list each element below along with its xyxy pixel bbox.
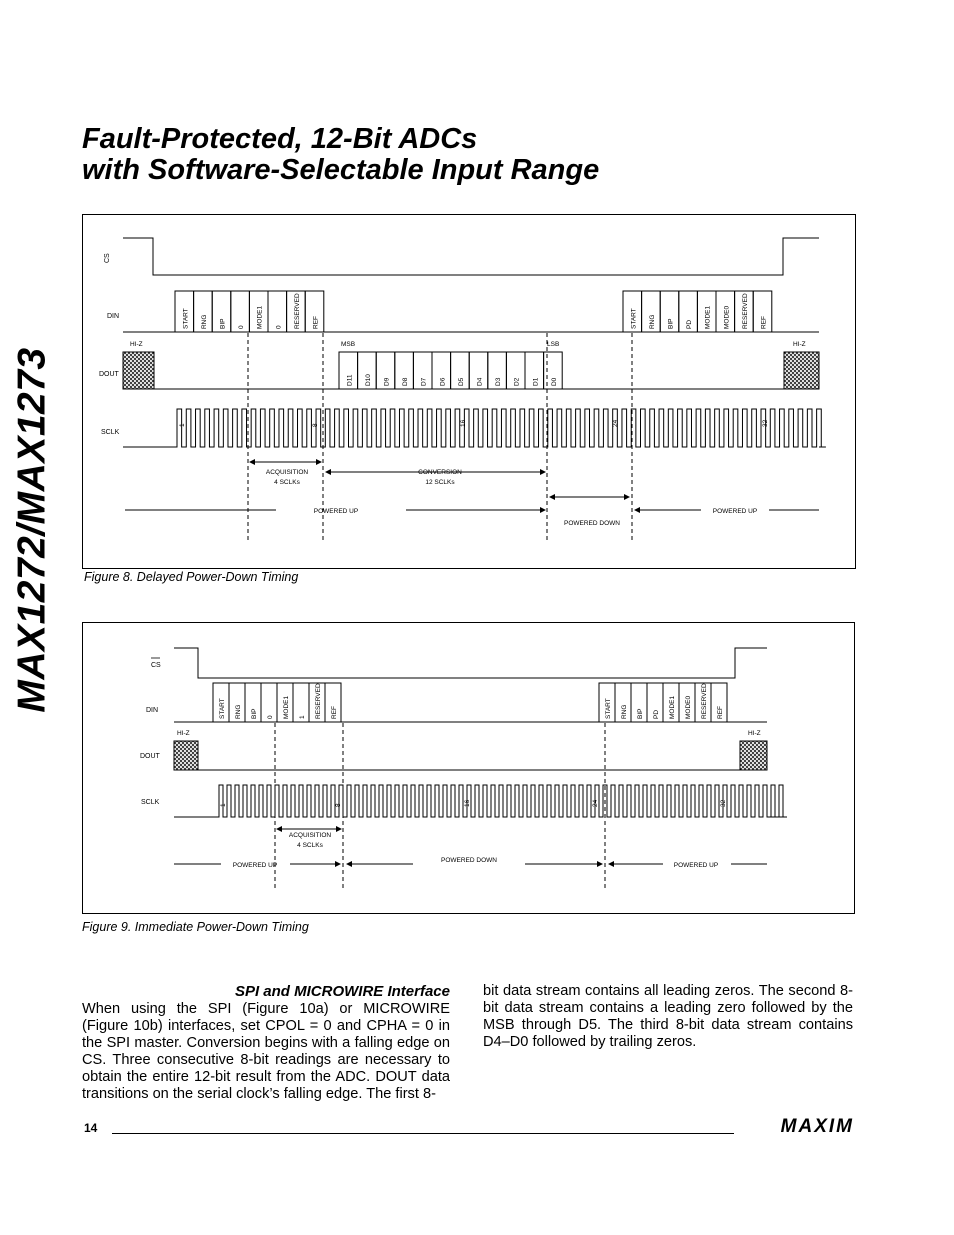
dout-bit-label: D8 <box>402 377 410 386</box>
powered-up-label: POWERED UP <box>232 862 278 869</box>
clock-number-label: 24 <box>612 419 619 427</box>
cs-waveform <box>174 648 767 678</box>
din-bit-1-label: RNG <box>200 314 208 329</box>
din-bit-1-label: RESERVED <box>293 293 301 329</box>
maxim-logo: MAXIM <box>780 1116 854 1137</box>
figure-8-caption: Figure 8. Delayed Power-Down Timing <box>84 570 299 584</box>
clock-number-label: 1 <box>220 803 227 807</box>
clock-number-label: 8 <box>312 423 319 427</box>
din-bit-1-label: 1 <box>299 715 306 719</box>
figure-9-svg <box>83 623 854 913</box>
din-bit-2-label: RNG <box>621 704 628 719</box>
hiz-label: HI-Z <box>177 730 190 737</box>
powered-up-arrowhead <box>634 507 640 513</box>
din-bit-1-label: 0 <box>238 325 246 329</box>
powered-up-label: POWERED UP <box>673 862 719 869</box>
conversion-arrowhead-left <box>325 469 331 475</box>
document-title <box>82 124 599 186</box>
footer-rule <box>112 1133 734 1134</box>
clock-number-label: 8 <box>335 803 342 807</box>
powered-down-label: POWERED DOWN <box>564 520 620 527</box>
din-bit-2-label: PD <box>653 709 660 719</box>
figure-8-timing-diagram <box>82 214 856 569</box>
din-bit-1-label: RESERVED <box>315 683 322 719</box>
clock-number-label: 16 <box>464 799 471 807</box>
acquisition-arrowhead-right <box>336 826 342 832</box>
powered-down-arrowhead-left <box>549 494 555 500</box>
powered-down-label: POWERED DOWN <box>441 857 497 864</box>
dout-bit-label: D5 <box>457 377 465 386</box>
figure-9-caption: Figure 9. Immediate Power-Down Timing <box>82 920 309 934</box>
sclk-signal-label: SCLK <box>101 429 120 436</box>
din-bit-1-label: MODE1 <box>256 305 264 329</box>
clock-number-label: 24 <box>592 799 599 807</box>
din-bit-2-label: START <box>605 698 612 719</box>
din-bit-1-label: MODE1 <box>283 695 290 719</box>
dout-bit-label: D0 <box>550 377 558 386</box>
acquisition-arrowhead-right <box>316 459 322 465</box>
din-bit-1-label: RNG <box>235 704 242 719</box>
din-bit-1-label: REF <box>331 706 338 719</box>
clock-number-label: 32 <box>762 419 769 427</box>
din-bit-1-label: START <box>182 308 190 329</box>
dout-bit-label: D3 <box>495 377 503 386</box>
din-bit-1-label: 0 <box>275 325 283 329</box>
section-heading: SPI and MICROWIRE Interface <box>234 983 450 1000</box>
dout-signal-label: DOUT <box>99 371 119 378</box>
dout-hiz-block <box>740 741 767 770</box>
powered-down-arrowhead-right <box>624 494 630 500</box>
powered-up-arrowhead <box>608 861 614 867</box>
body-paragraph-right: bit data stream contains all leading zeros. The second 8-bit data stream contains a leading zero followed by the MSB through D5. The third 8-bit data stream contains D4–D0 followed by trailing zeros. <box>483 983 853 1050</box>
acquisition-label: ACQUISITION <box>288 832 332 839</box>
powered-up-arrowhead <box>540 507 546 513</box>
text-column-left <box>82 983 450 1103</box>
title-line-1: Fault-Protected, 12-Bit ADCs <box>82 123 478 155</box>
din-bit-2-label: BIP <box>667 318 675 329</box>
din-bit-2-label: MODE1 <box>704 305 712 329</box>
din-bit-2-label: RNG <box>648 314 656 329</box>
dout-bit-label: D6 <box>439 377 447 386</box>
din-bit-1-label: 0 <box>267 715 274 719</box>
din-signal-label: DIN <box>146 707 159 714</box>
cs-signal-label: CS <box>104 253 111 263</box>
dout-bit-label: D2 <box>513 377 521 386</box>
din-bit-2-label: REF <box>717 706 724 719</box>
powered-down-arrowhead-left <box>346 861 352 867</box>
acquisition-label: 4 SCLKs <box>297 842 323 849</box>
hiz-label: HI-Z <box>130 341 143 348</box>
din-bit-2-label: MODE0 <box>723 305 731 329</box>
dout-bit-label: D4 <box>476 377 484 386</box>
acquisition-label: ACQUISITION <box>265 469 309 476</box>
clock-number-label: 32 <box>720 799 727 807</box>
sclk-waveform <box>174 785 787 817</box>
sclk-waveform <box>123 409 826 447</box>
dout-bit-label: D7 <box>420 377 428 386</box>
cs-signal-label: CS <box>151 662 161 669</box>
dout-hiz-block <box>174 741 198 770</box>
dout-bit-label: D9 <box>383 377 391 386</box>
hiz-label: HI-Z <box>793 341 806 348</box>
dout-signal-label: DOUT <box>140 753 160 760</box>
din-bit-2-label: RESERVED <box>741 293 749 329</box>
din-bit-1-label: REF <box>312 316 320 329</box>
acquisition-arrowhead-left <box>276 826 282 832</box>
acquisition-arrowhead-left <box>249 459 255 465</box>
powered-up-label: POWERED UP <box>712 508 758 515</box>
conversion-arrowhead-right <box>540 469 546 475</box>
dout-bit-label: D10 <box>364 374 372 386</box>
din-bit-2-label: REF <box>760 316 768 329</box>
sclk-signal-label: SCLK <box>141 799 160 806</box>
hiz-label: HI-Z <box>748 730 761 737</box>
clock-number-label: 16 <box>460 419 467 427</box>
powered-up-arrowhead <box>335 861 341 867</box>
din-bit-2-label: START <box>630 308 638 329</box>
din-bit-1-label: START <box>219 698 226 719</box>
din-signal-label: DIN <box>107 313 120 320</box>
din-bit-2-label: MODE1 <box>669 695 676 719</box>
dout-bit-label: D1 <box>532 377 540 386</box>
clock-number-label: 1 <box>179 423 186 427</box>
din-bit-2-label: PD <box>686 319 694 329</box>
din-bit-2-label: RESERVED <box>701 683 708 719</box>
din-bit-1-label: BIP <box>251 708 258 719</box>
cs-waveform <box>123 238 819 275</box>
dout-bit-label: D11 <box>346 374 354 386</box>
figure-8-svg <box>83 215 855 568</box>
powered-down-arrowhead-right <box>597 861 603 867</box>
title-line-2: with Software-Selectable Input Range <box>82 154 600 186</box>
msb-label: MSB <box>341 341 356 348</box>
dout-hiz-block <box>123 352 154 389</box>
dout-hiz-block <box>784 352 819 389</box>
text-column-right <box>483 983 853 1051</box>
din-bit-2-label: MODE0 <box>685 695 692 719</box>
din-bit-2-label: BIP <box>637 708 644 719</box>
figure-9-timing-diagram <box>82 622 855 914</box>
body-paragraph-left: When using the SPI (Figure 10a) or MICROWIRE (Figure 10b) interfaces, set CPOL = 0 and CPHA = 0 in the SPI master. Conversion begins with a falling edge on CS. Three consecutive 8-bit readings are necessary to obtain the entire 12-bit result from the ADC. DOUT data transitions on the serial clock’s falling edge. The first 8- <box>82 1001 450 1102</box>
conversion-label: 12 SCLKs <box>425 479 455 486</box>
din-bit-1-label: BIP <box>219 318 227 329</box>
side-part-number: MAX1272/MAX1273 <box>11 347 54 713</box>
powered-up-label: POWERED UP <box>313 508 359 515</box>
acquisition-label: 4 SCLKs <box>274 479 300 486</box>
conversion-label: CONVERSION <box>418 469 462 476</box>
lsb-label: LSB <box>547 341 560 348</box>
page-number: 14 <box>84 1121 98 1135</box>
